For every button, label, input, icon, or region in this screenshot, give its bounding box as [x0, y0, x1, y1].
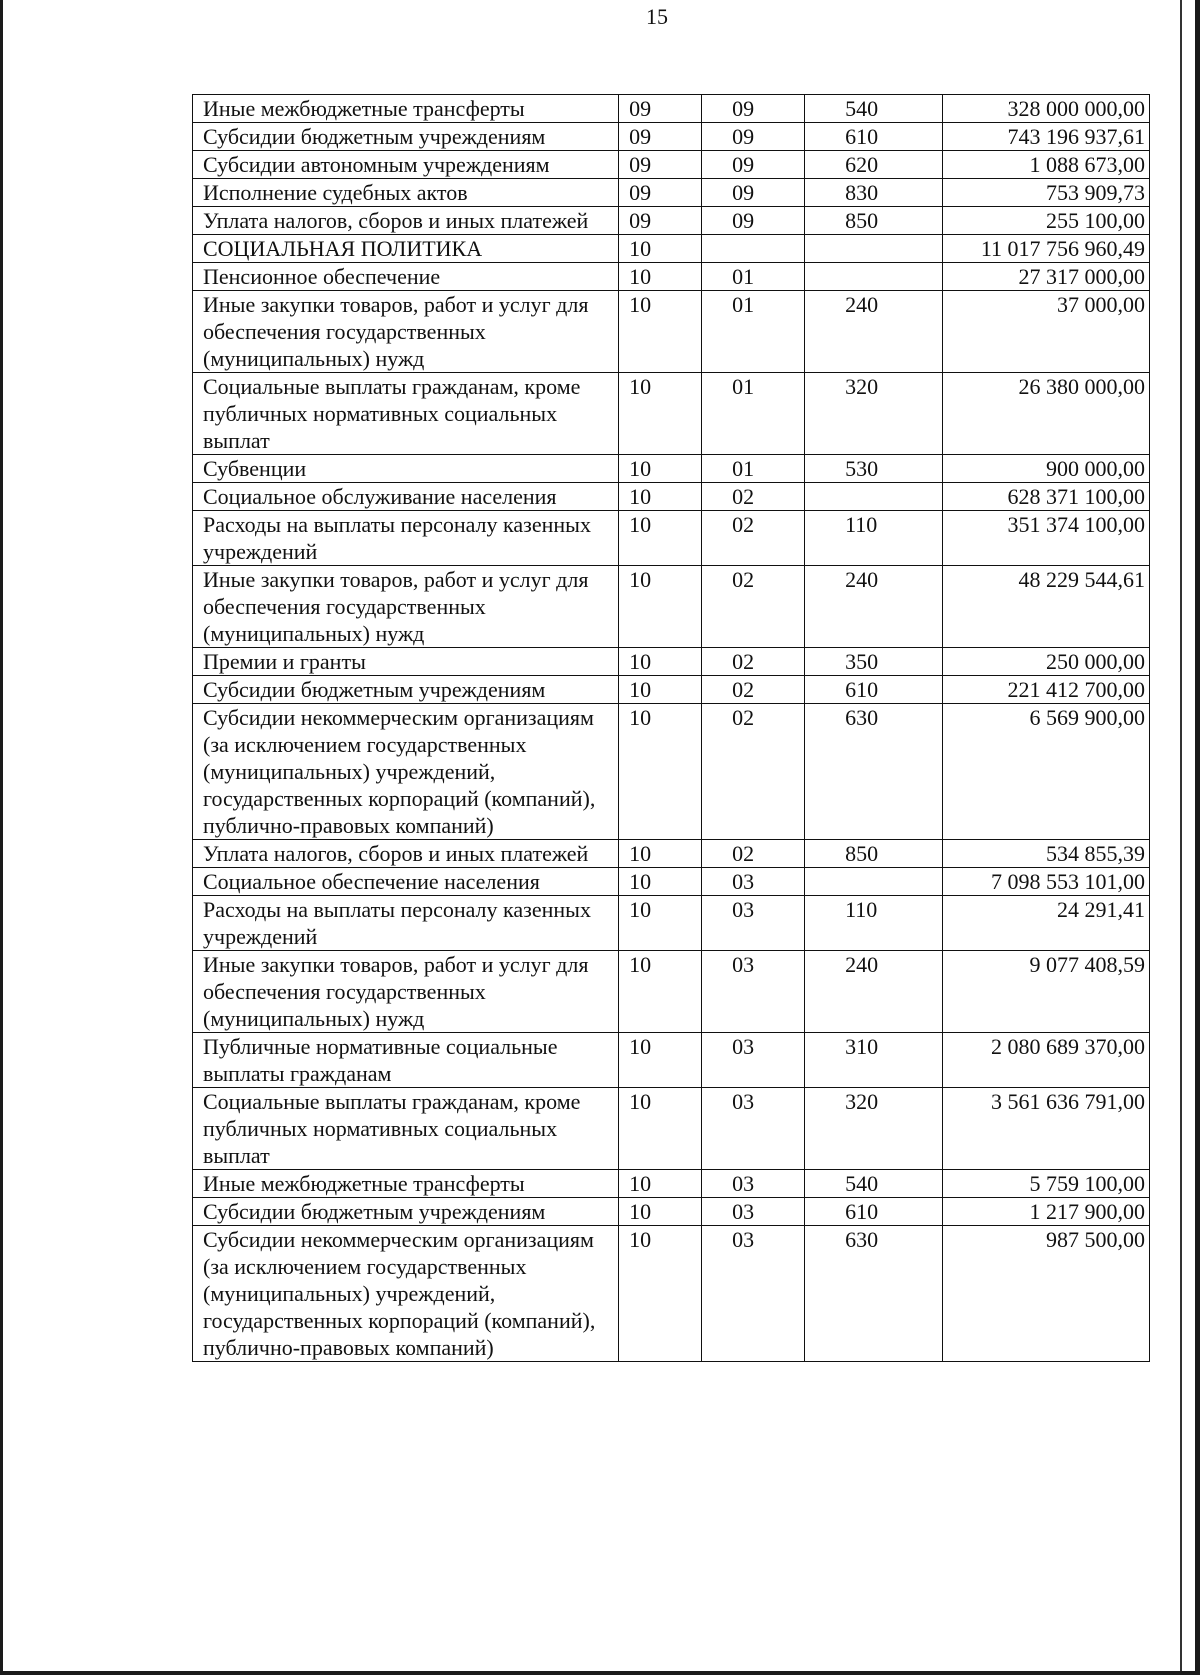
amount-cell: 37 000,00	[942, 291, 1149, 373]
expense-name-cell: Субвенции	[193, 455, 619, 483]
subsection-code-cell: 09	[702, 207, 805, 235]
subsection-code-cell: 01	[702, 455, 805, 483]
section-code-cell: 09	[619, 123, 702, 151]
subsection-code-cell: 03	[702, 1226, 805, 1362]
scan-edge-bottom	[0, 1671, 1200, 1675]
amount-cell: 221 412 700,00	[942, 676, 1149, 704]
amount-cell: 26 380 000,00	[942, 373, 1149, 455]
amount-cell: 534 855,39	[942, 840, 1149, 868]
expense-name-cell: Исполнение судебных актов	[193, 179, 619, 207]
amount-cell: 1 088 673,00	[942, 151, 1149, 179]
table-row	[193, 291, 1150, 373]
expense-name-cell: Расходы на выплаты персоналу казенных учреждений	[193, 511, 619, 566]
section-code-cell: 10	[619, 511, 702, 566]
table-row	[193, 1226, 1150, 1362]
expense-type-code-cell: 830	[805, 179, 942, 207]
subsection-code-cell: 03	[702, 1198, 805, 1226]
expense-name-cell: Социальные выплаты гражданам, кроме публичных нормативных социальных выплат	[193, 1088, 619, 1170]
section-code-cell: 10	[619, 1088, 702, 1170]
table-row	[193, 840, 1150, 868]
table-row	[193, 896, 1150, 951]
table-row	[193, 95, 1150, 123]
table-row	[193, 207, 1150, 235]
section-code-cell: 10	[619, 676, 702, 704]
section-code-cell: 10	[619, 455, 702, 483]
amount-cell: 6 569 900,00	[942, 704, 1149, 840]
expense-type-code-cell: 240	[805, 291, 942, 373]
table-row	[193, 648, 1150, 676]
expense-name-cell: Социальное обслуживание населения	[193, 483, 619, 511]
budget-table-body	[193, 95, 1150, 1362]
scan-edge-right	[1195, 0, 1200, 1675]
amount-cell: 1 217 900,00	[942, 1198, 1149, 1226]
section-code-cell: 10	[619, 896, 702, 951]
expense-type-code-cell: 630	[805, 1226, 942, 1362]
expense-name-cell: Субсидии автономным учреждениям	[193, 151, 619, 179]
expense-name-cell: Расходы на выплаты персоналу казенных учреждений	[193, 896, 619, 951]
amount-cell: 351 374 100,00	[942, 511, 1149, 566]
table-row	[193, 1170, 1150, 1198]
table-row	[193, 951, 1150, 1033]
amount-cell: 743 196 937,61	[942, 123, 1149, 151]
subsection-code-cell: 02	[702, 704, 805, 840]
expense-name-cell: Уплата налогов, сборов и иных платежей	[193, 840, 619, 868]
scan-edge-left	[0, 0, 3, 1675]
section-code-cell: 09	[619, 207, 702, 235]
expense-type-code-cell: 850	[805, 840, 942, 868]
expense-name-cell: Субсидии некоммерческим организациям (за исключением государственных (муниципальных) учреждений, государственных корпораций (компаний), публично-правовых компаний)	[193, 1226, 619, 1362]
expense-type-code-cell: 610	[805, 676, 942, 704]
subsection-code-cell: 01	[702, 373, 805, 455]
expense-type-code-cell	[805, 483, 942, 511]
table-row	[193, 511, 1150, 566]
expense-name-cell: Субсидии бюджетным учреждениям	[193, 1198, 619, 1226]
expense-type-code-cell: 630	[805, 704, 942, 840]
expense-type-code-cell: 540	[805, 1170, 942, 1198]
section-code-cell: 10	[619, 704, 702, 840]
section-code-cell: 10	[619, 483, 702, 511]
amount-cell: 11 017 756 960,49	[942, 235, 1149, 263]
expense-name-cell: Субсидии бюджетным учреждениям	[193, 123, 619, 151]
subsection-code-cell: 02	[702, 483, 805, 511]
table-row	[193, 151, 1150, 179]
amount-cell: 2 080 689 370,00	[942, 1033, 1149, 1088]
section-code-cell: 10	[619, 840, 702, 868]
amount-cell: 3 561 636 791,00	[942, 1088, 1149, 1170]
section-code-cell: 10	[619, 951, 702, 1033]
table-row	[193, 676, 1150, 704]
amount-cell: 27 317 000,00	[942, 263, 1149, 291]
table-row	[193, 263, 1150, 291]
expense-type-code-cell: 110	[805, 511, 942, 566]
expense-name-cell: Социальные выплаты гражданам, кроме публичных нормативных социальных выплат	[193, 373, 619, 455]
expense-name-cell: Иные межбюджетные трансферты	[193, 1170, 619, 1198]
table-row	[193, 483, 1150, 511]
section-code-cell: 10	[619, 1170, 702, 1198]
subsection-code-cell: 09	[702, 179, 805, 207]
table-row	[193, 1088, 1150, 1170]
expense-type-code-cell: 620	[805, 151, 942, 179]
table-row	[193, 179, 1150, 207]
expense-name-cell: Публичные нормативные социальные выплаты гражданам	[193, 1033, 619, 1088]
section-code-cell: 10	[619, 1033, 702, 1088]
subsection-code-cell: 02	[702, 840, 805, 868]
expense-type-code-cell: 610	[805, 1198, 942, 1226]
section-code-cell: 10	[619, 291, 702, 373]
amount-cell: 250 000,00	[942, 648, 1149, 676]
page-number: 15	[646, 4, 668, 29]
expense-type-code-cell: 850	[805, 207, 942, 235]
expense-type-code-cell: 310	[805, 1033, 942, 1088]
subsection-code-cell: 03	[702, 1033, 805, 1088]
subsection-code-cell: 01	[702, 291, 805, 373]
amount-cell: 255 100,00	[942, 207, 1149, 235]
subsection-code-cell: 02	[702, 511, 805, 566]
expense-name-cell: Уплата налогов, сборов и иных платежей	[193, 207, 619, 235]
expense-name-cell: Иные межбюджетные трансферты	[193, 95, 619, 123]
expense-type-code-cell	[805, 263, 942, 291]
section-code-cell: 10	[619, 1198, 702, 1226]
table-row	[193, 455, 1150, 483]
expense-name-cell: СОЦИАЛЬНАЯ ПОЛИТИКА	[193, 235, 619, 263]
expense-name-cell: Премии и гранты	[193, 648, 619, 676]
subsection-code-cell: 02	[702, 566, 805, 648]
amount-cell: 5 759 100,00	[942, 1170, 1149, 1198]
subsection-code-cell: 02	[702, 648, 805, 676]
table-row	[193, 1198, 1150, 1226]
expense-type-code-cell	[805, 868, 942, 896]
subsection-code-cell: 03	[702, 951, 805, 1033]
section-code-cell: 10	[619, 263, 702, 291]
section-code-cell: 10	[619, 235, 702, 263]
amount-cell: 7 098 553 101,00	[942, 868, 1149, 896]
expense-type-code-cell: 110	[805, 896, 942, 951]
table-row	[193, 1033, 1150, 1088]
subsection-code-cell: 03	[702, 1088, 805, 1170]
subsection-code-cell: 09	[702, 95, 805, 123]
expense-name-cell: Пенсионное обеспечение	[193, 263, 619, 291]
section-code-cell: 10	[619, 648, 702, 676]
expense-type-code-cell: 320	[805, 373, 942, 455]
scan-edge-right-inner	[1180, 0, 1182, 1675]
section-code-cell: 10	[619, 868, 702, 896]
subsection-code-cell: 02	[702, 676, 805, 704]
expense-name-cell: Субсидии некоммерческим организациям (за исключением государственных (муниципальных) учреждений, государственных корпораций (компаний), публично-правовых компаний)	[193, 704, 619, 840]
expense-type-code-cell: 240	[805, 566, 942, 648]
expense-type-code-cell: 530	[805, 455, 942, 483]
expense-type-code-cell: 610	[805, 123, 942, 151]
subsection-code-cell: 01	[702, 263, 805, 291]
expense-type-code-cell: 540	[805, 95, 942, 123]
amount-cell: 24 291,41	[942, 896, 1149, 951]
budget-table	[192, 94, 1150, 1362]
section-code-cell: 09	[619, 151, 702, 179]
expense-type-code-cell	[805, 235, 942, 263]
table-row	[193, 123, 1150, 151]
subsection-code-cell: 03	[702, 868, 805, 896]
section-code-cell: 09	[619, 95, 702, 123]
amount-cell: 48 229 544,61	[942, 566, 1149, 648]
expense-type-code-cell: 240	[805, 951, 942, 1033]
subsection-code-cell: 09	[702, 123, 805, 151]
section-code-cell: 10	[619, 566, 702, 648]
table-row	[193, 373, 1150, 455]
table-row	[193, 566, 1150, 648]
section-code-cell: 10	[619, 373, 702, 455]
section-code-cell: 09	[619, 179, 702, 207]
amount-cell: 328 000 000,00	[942, 95, 1149, 123]
table-row	[193, 868, 1150, 896]
expense-type-code-cell: 320	[805, 1088, 942, 1170]
amount-cell: 9 077 408,59	[942, 951, 1149, 1033]
subsection-code-cell: 09	[702, 151, 805, 179]
amount-cell: 900 000,00	[942, 455, 1149, 483]
amount-cell: 987 500,00	[942, 1226, 1149, 1362]
expense-type-code-cell: 350	[805, 648, 942, 676]
amount-cell: 628 371 100,00	[942, 483, 1149, 511]
expense-name-cell: Иные закупки товаров, работ и услуг для обеспечения государственных (муниципальных) нужд	[193, 566, 619, 648]
amount-cell: 753 909,73	[942, 179, 1149, 207]
expense-name-cell: Иные закупки товаров, работ и услуг для обеспечения государственных (муниципальных) нужд	[193, 291, 619, 373]
subsection-code-cell: 03	[702, 896, 805, 951]
expense-name-cell: Иные закупки товаров, работ и услуг для обеспечения государственных (муниципальных) нужд	[193, 951, 619, 1033]
table-row	[193, 704, 1150, 840]
table-row	[193, 235, 1150, 263]
expense-name-cell: Субсидии бюджетным учреждениям	[193, 676, 619, 704]
subsection-code-cell	[702, 235, 805, 263]
subsection-code-cell: 03	[702, 1170, 805, 1198]
section-code-cell: 10	[619, 1226, 702, 1362]
expense-name-cell: Социальное обеспечение населения	[193, 868, 619, 896]
